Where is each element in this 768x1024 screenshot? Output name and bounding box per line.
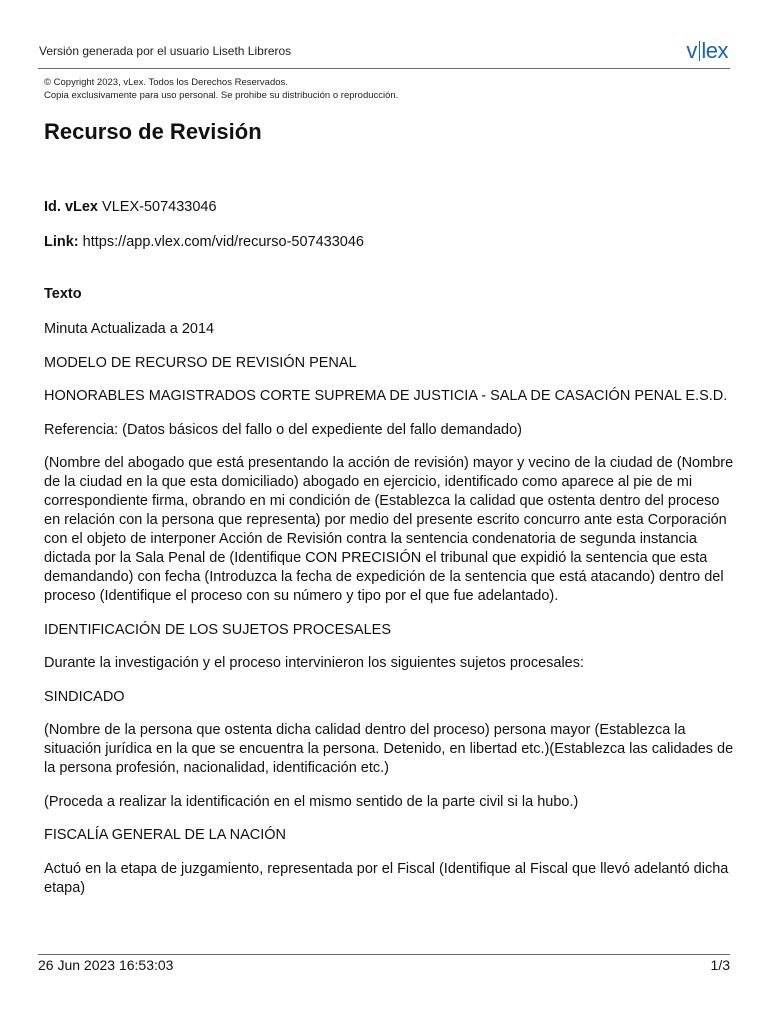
paragraph: IDENTIFICACIÓN DE LOS SUJETOS PROCESALES	[44, 621, 392, 638]
copyright-line-2: Copia exclusivamente para uso personal. Se prohibe su distribución o reproducción.	[44, 90, 399, 101]
vlex-logo-v: v	[686, 38, 697, 63]
paragraph: Minuta Actualizada a 2014	[44, 321, 215, 337]
paragraph: (Proceda a realizar la identificación en el mismo sentido de la parte civil si la hubo.)	[44, 793, 579, 810]
vlex-id-value: VLEX-507433046	[102, 199, 217, 215]
document-title: Recurso de Revisión	[44, 119, 262, 144]
paragraph: FISCALÍA GENERAL DE LA NACIÓN	[44, 827, 287, 843]
copyright-notice	[44, 76, 398, 102]
generated-by-text: Versión generada por el usuario Liseth Libreros	[39, 44, 292, 58]
link-value[interactable]: https://app.vlex.com/vid/recurso-507433046	[82, 234, 364, 250]
paragraph: Durante la investigación y el proceso intervinieron los siguientes sujetos procesales:	[44, 655, 585, 671]
paragraph: Actuó en la etapa de juzgamiento, representada por el Fiscal (Identifique al Fiscal que llevó adelantó dicha etapa)	[44, 860, 729, 896]
paragraph: (Nombre de la persona que ostenta dicha calidad dentro del proceso) persona mayor (Establezca la situación jurídica en la que se encuentra la persona. Detenido, en libertad etc.)(Establezca las calidades de la persona profesión, nacionalidad, identificación etc.)	[44, 722, 734, 776]
paragraph: MODELO DE RECURSO DE REVISIÓN PENAL	[44, 354, 357, 371]
vlex-id-line	[44, 199, 217, 215]
vlex-logo	[686, 38, 728, 64]
link-line	[44, 234, 364, 250]
paragraph: SINDICADO	[44, 688, 125, 705]
paragraph: (Nombre del abogado que está presentando la acción de revisión) mayor y vecino de la ciudad de (Nombre de la ciudad en la que esta domiciliado) abogado en ejercicio, identificado como aparece al pie de mi correspondiente firma, obrando en mi condición de (Establezca la calidad que ostenta dentro del proceso en relación con la persona que representa) por medio del presente escrito concurro ante esta Corporación con el objeto de interponer Acción de Revisión contra la sentencia condenatoria de segunda instancia dictada por la Sala Penal de (Identifique CON PRECISIÓN el tribunal que expidió la sentencia que esta demandando) con fecha (Introduzca la fecha de expedición de la sentencia que está atacando) dentro del proceso (Identifique el proceso con su número y tipo por el que fue adelantado).	[44, 455, 734, 604]
link-label: Link:	[44, 234, 79, 250]
vlex-logo-lex: lex	[701, 38, 728, 63]
footer-date: 26 Jun 2023 16:53:03	[38, 957, 174, 973]
paragraph: Referencia: (Datos básicos del fallo o del expediente del fallo demandado)	[44, 421, 522, 438]
vlex-id-label: Id. vLex	[44, 199, 98, 215]
document-body	[44, 320, 734, 912]
page-footer	[38, 954, 730, 977]
paragraph: HONORABLES MAGISTRADOS CORTE SUPREMA DE JUSTICIA - SALA DE CASACIÓN PENAL E.S.D.	[44, 388, 728, 404]
footer-page-number: 1/3	[710, 957, 730, 973]
copyright-line-1: © Copyright 2023, vLex. Todos los Derechos Reservados.	[44, 77, 288, 88]
page-header	[38, 34, 730, 69]
section-title: Texto	[44, 286, 82, 302]
